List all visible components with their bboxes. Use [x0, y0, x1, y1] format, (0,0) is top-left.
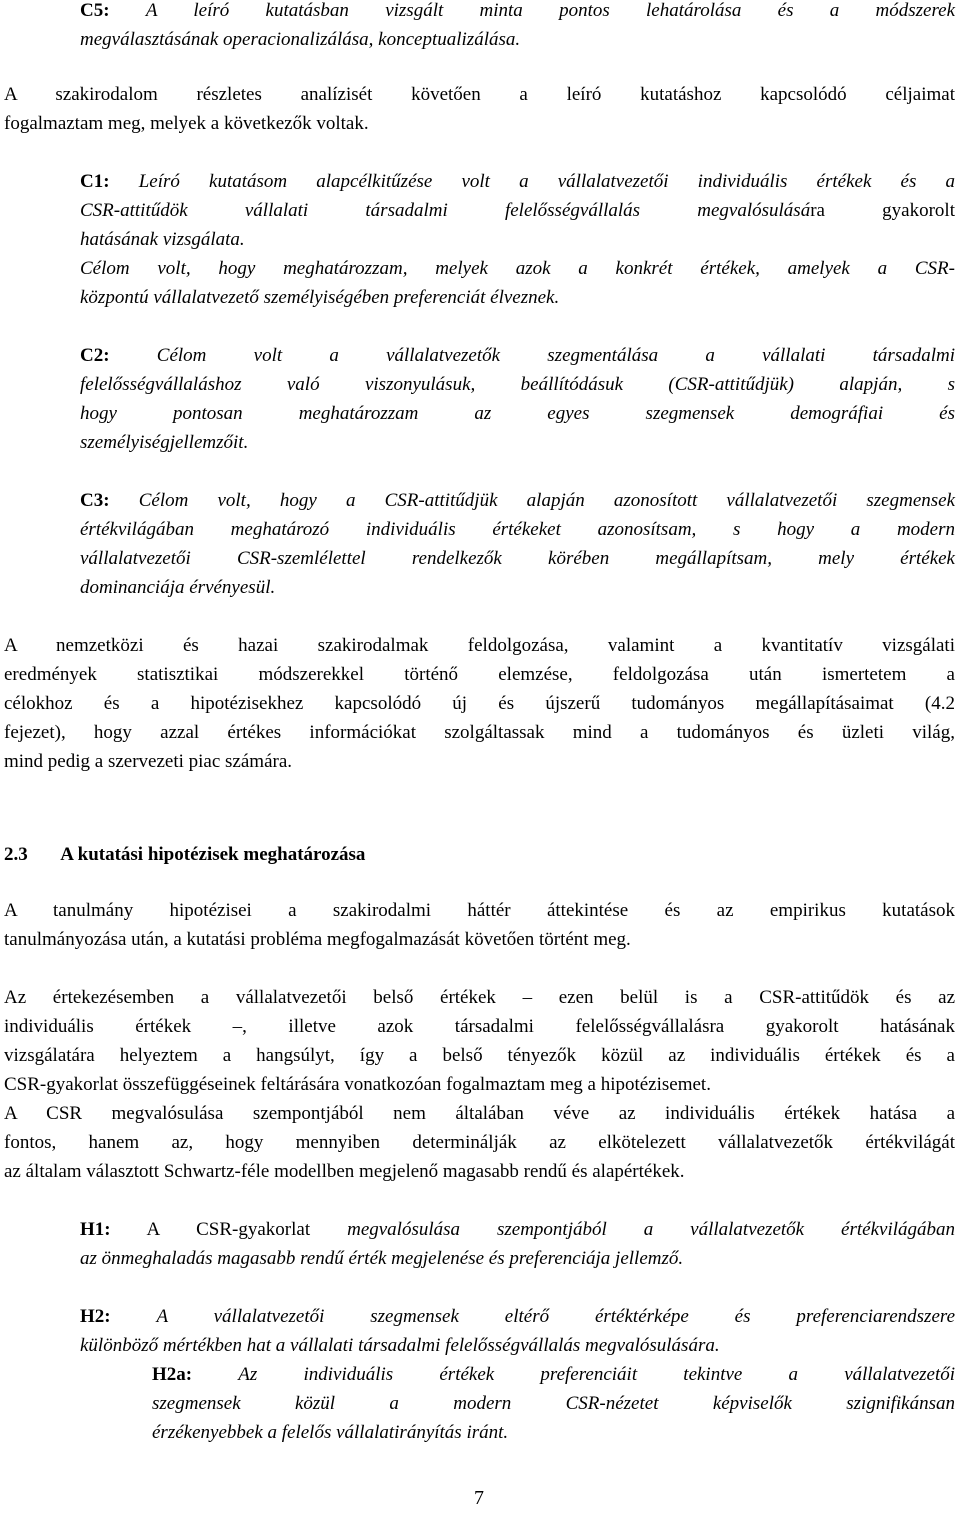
hypothesis-text: érzékenyebbek a felelős vállalatirányítás iránt.	[152, 1422, 509, 1443]
paragraph-line: az általam választott Schwartz-féle modellben megjelenő magasabb rendű és alapértékek.	[4, 1161, 685, 1182]
goal-text: CSR-attitűdök vállalati társadalmi felelősségvállalás megvalósulásá	[80, 200, 811, 221]
hypothesis-h1	[80, 1215, 955, 1273]
body-paragraph	[4, 983, 955, 1186]
goal-c5	[80, 0, 955, 54]
goal-label: C5:	[80, 0, 110, 21]
hypothesis-h2a	[152, 1360, 955, 1447]
goal-text: A leíró kutatásban vizsgált minta pontos lehatárolása és a módszerek	[145, 0, 956, 21]
page-number: 7	[474, 1487, 484, 1509]
goal-text: hatásának vizsgálata.	[80, 229, 245, 250]
hypothesis-label: H1:	[80, 1219, 111, 1240]
paragraph-line: fontos, hanem az, hogy mennyiben determinálják az elkötelezett vállalatvezetők értékvilágát	[4, 1132, 955, 1153]
paragraph-line: A nemzetközi és hazai szakirodalmak feldolgozása, valamint a kvantitatív vizsgálati	[4, 635, 955, 656]
hypothesis-text: az önmeghaladás magasabb rendű érték megjelenése és preferenciája jellemző.	[80, 1248, 684, 1269]
paragraph-line: A tanulmány hipotézisei a szakirodalmi háttér áttekintése és az empirikus kutatások	[4, 900, 955, 921]
goal-text: dominanciája érvényesül.	[80, 577, 276, 598]
goal-text: felelősségvállaláshoz való viszonyulásuk, beállítódásuk (CSR-attitűdjük) alapján, s	[80, 374, 955, 395]
goal-text: vállalatvezetői CSR-szemlélettel rendelkezők körében megállapítsam, mely értékek	[80, 548, 955, 569]
goal-text: személyiségjellemzőit.	[80, 432, 249, 453]
paragraph-line: mind pedig a szervezeti piac számára.	[4, 751, 293, 772]
hypothesis-label: H2a:	[152, 1364, 193, 1385]
hypothesis-h2	[80, 1302, 955, 1360]
goal-text: Célom volt a vállalatvezetők szegmentálása a vállalati társadalmi	[156, 345, 955, 366]
goal-text: ra gyakorolt	[810, 200, 955, 221]
hypothesis-text: megvalósulása szempontjából a vállalatvezetők értékvilágában	[347, 1219, 956, 1240]
goal-c1	[80, 167, 955, 312]
goal-c3	[80, 486, 955, 602]
goal-label: C1:	[80, 171, 110, 192]
section-heading	[4, 840, 365, 869]
hypothesis-text: Az individuális értékek preferenciáit tekintve a vállalatvezetői	[238, 1364, 956, 1385]
paragraph-line: individuális értékek –, illetve azok társadalmi felelősségvállalásra gyakorolt hatásának	[4, 1016, 955, 1037]
goal-label: C3:	[80, 490, 110, 511]
section-number: 2.3	[4, 844, 28, 865]
hypothesis-text: A CSR-gyakorlat	[146, 1219, 311, 1240]
paragraph-line: A CSR megvalósulása szempontjából nem általában véve az individuális értékek hatása a	[4, 1103, 955, 1124]
goal-text: hogy pontosan meghatározzam az egyes szegmensek demográfiai és	[80, 403, 955, 424]
hypothesis-text: szegmensek közül a modern CSR-nézetet képviselők szignifikánsan	[152, 1393, 955, 1414]
hypothesis-text: különböző mértékben hat a vállalati társadalmi felelősségvállalás megvalósulására.	[80, 1335, 720, 1356]
paragraph-line: vizsgálatára helyeztem a hangsúlyt, így a belső tényezők közül az individuális értékek és a	[4, 1045, 955, 1066]
goal-text: központú vállalatvezető személyiségében preferenciát élveznek.	[80, 287, 560, 308]
paragraph-line: fogalmaztam meg, melyek a következők voltak.	[4, 113, 369, 134]
paragraph-line: A szakirodalom részletes analízisét követően a leíró kutatáshoz kapcsolódó céljaimat	[4, 84, 955, 105]
paragraph-line: Az értekezésemben a vállalatvezetői belső értékek – ezen belül is a CSR-attitűdök és az	[4, 987, 955, 1008]
paragraph-line: célokhoz és a hipotézisekhez kapcsolódó új és újszerű tudományos megállapításaimat (4.2	[4, 693, 955, 714]
section-title: A kutatási hipotézisek meghatározása	[60, 844, 366, 865]
paragraph-line: fejezet), hogy azzal értékes információkat szolgáltassak mind a tudományos és üzleti világ,	[4, 722, 955, 743]
paragraph-line: CSR-gyakorlat összefüggéseinek feltárására vonatkozóan fogalmaztam meg a hipotézisemet.	[4, 1074, 711, 1095]
hypothesis-label: H2:	[80, 1306, 111, 1327]
goal-label: C2:	[80, 345, 110, 366]
goal-text: Leíró kutatásom alapcélkitűzése volt a vállalatvezetői individuális értékek és a	[138, 171, 955, 192]
body-paragraph	[4, 631, 955, 776]
goal-c2	[80, 341, 955, 457]
body-paragraph	[4, 896, 955, 954]
goal-text: Célom volt, hogy a CSR-attitűdjük alapján azonosított vállalatvezetői szegmensek	[138, 490, 956, 511]
intro-paragraph	[4, 80, 955, 138]
goal-text: Célom volt, hogy meghatározzam, melyek azok a konkrét értékek, amelyek a CSR-	[80, 258, 955, 279]
paragraph-line: tanulmányozása után, a kutatási probléma megfogalmazását követően történt meg.	[4, 929, 631, 950]
goal-text: értékvilágában meghatározó individuális értékeket azonosítsam, s hogy a modern	[80, 519, 955, 540]
hypothesis-text: A vállalatvezetői szegmensek eltérő értéktérképe és preferenciarendszere	[156, 1306, 956, 1327]
paragraph-line: eredmények statisztikai módszerekkel történő elemzése, feldolgozása után ismertetem a	[4, 664, 955, 685]
goal-text: megválasztásának operacionalizálása, konceptualizálása.	[80, 29, 521, 50]
